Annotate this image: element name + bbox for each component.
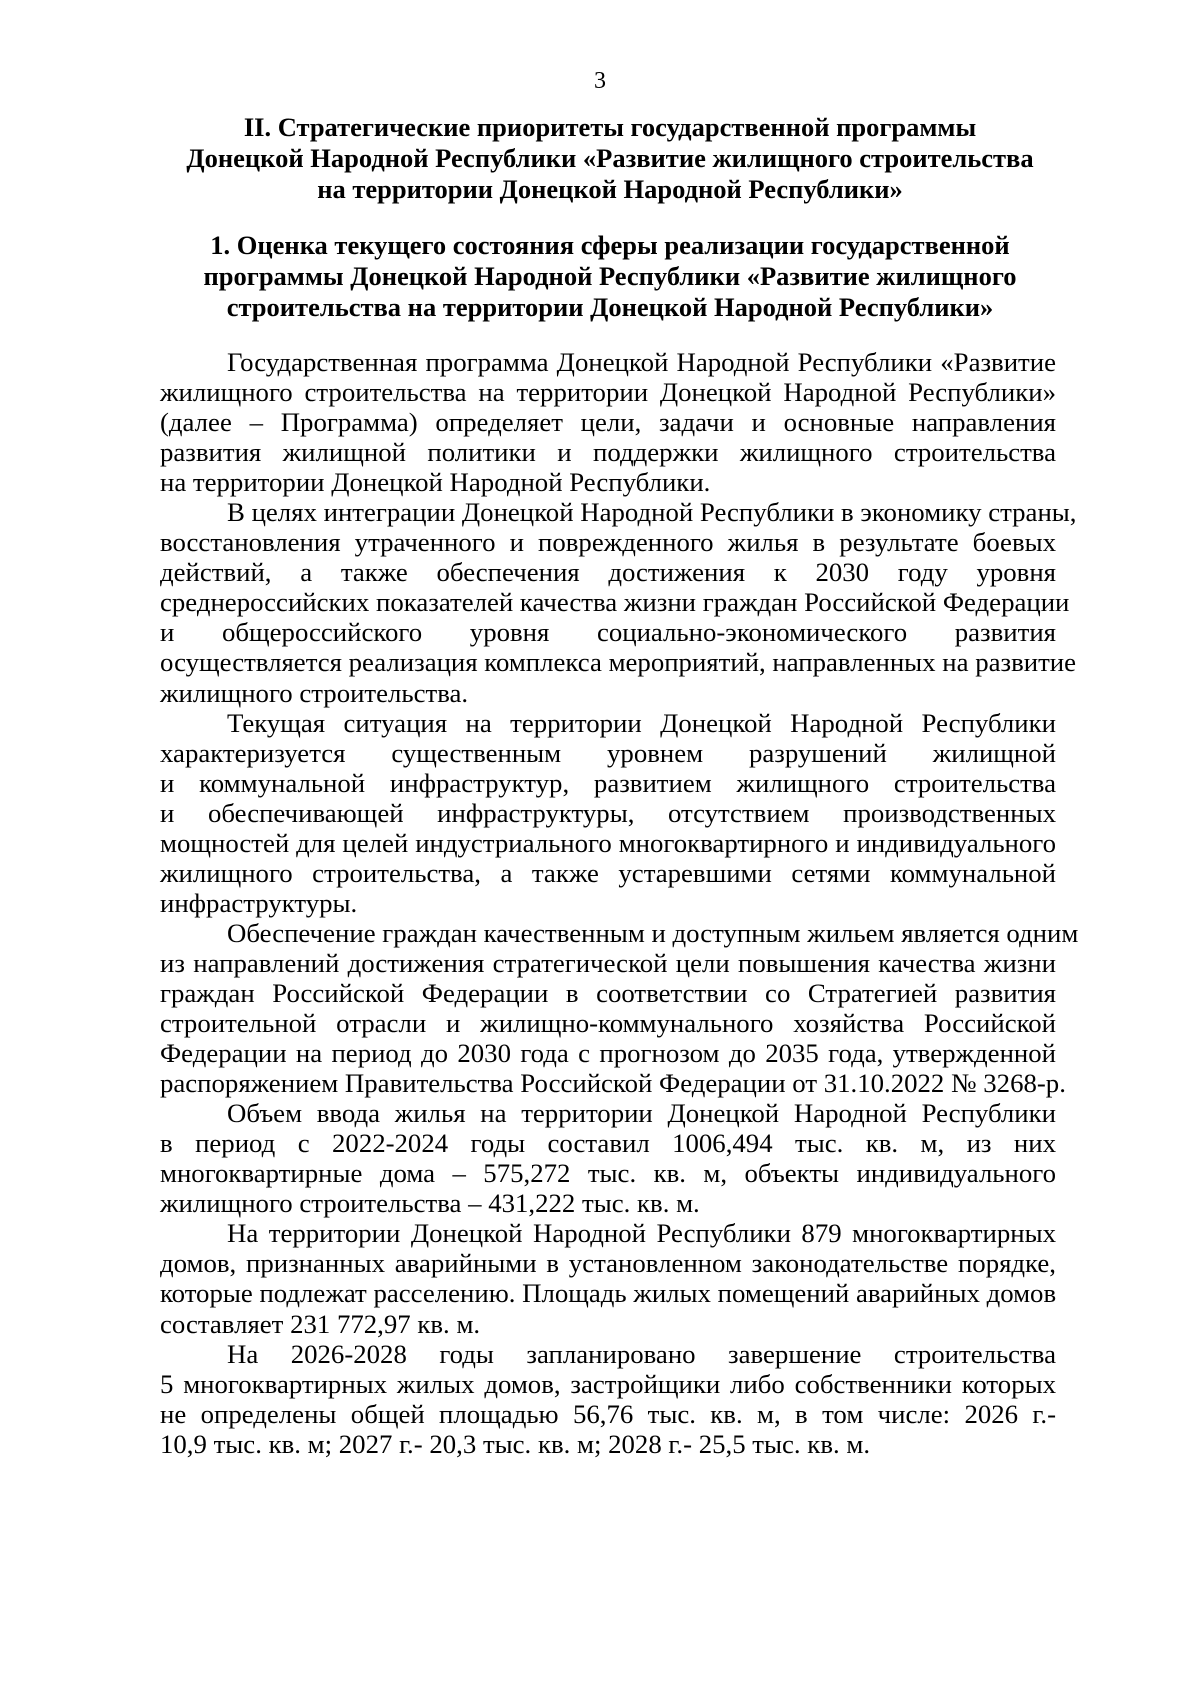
text-line: составляет 231 772,97 кв. м. (160, 1308, 481, 1339)
text-line: (далее – Программа) определяет цели, задачи и основные направления (160, 407, 1056, 438)
body-text (160, 347, 1079, 1459)
paragraph-housing-provision (160, 917, 1079, 1099)
text-line: 10,9 тыс. кв. м; 2027 г.- 20,3 тыс. кв. м; 2028 г.- 25,5 тыс. кв. м. (160, 1428, 871, 1459)
text-line: восстановления утраченного и поврежденного жилья в результате боевых (160, 527, 1056, 558)
text-line: в период с 2022-2024 годы составил 1006,494 тыс. кв. м, из них (160, 1128, 1056, 1159)
text-line: многоквартирные дома – 575,272 тыс. кв. м, объекты индивидуального (160, 1158, 1056, 1189)
text-line: На 2026-2028 годы запланировано завершение строительства (227, 1338, 1056, 1369)
text-line: 5 многоквартирных жилых домов, застройщики либо собственники которых (160, 1368, 1056, 1399)
text-line: На территории Донецкой Народной Республики 879 многоквартирных (227, 1218, 1056, 1249)
text-line: распоряжением Правительства Российской Федерации от 31.10.2022 № 3268-р. (160, 1068, 1066, 1099)
text-line: жилищного строительства. (160, 677, 469, 708)
text-line: и коммунальной инфраструктур, развитием жилищного строительства (160, 767, 1056, 798)
paragraph-emergency-housing (160, 1218, 1056, 1338)
paragraph-current-situation (160, 708, 1056, 918)
section-heading-line: Донецкой Народной Республики «Развитие жилищного строительства (186, 143, 1034, 173)
subsection-heading-line: строительства на территории Донецкой Народной Республики» (226, 292, 994, 322)
text-line: мощностей для целей индустриального многоквартирного и индивидуального (160, 827, 1056, 858)
text-line: жилищного строительства – 431,222 тыс. кв. м. (160, 1188, 700, 1219)
text-line: которые подлежат расселению. Площадь жилых помещений аварийных домов (160, 1278, 1057, 1309)
text-line: Федерации на период до 2030 года с прогнозом до 2035 года, утвержденной (160, 1038, 1056, 1069)
text-line: инфраструктуры. (160, 887, 358, 918)
text-line: Государственная программа Донецкой Народной Республики «Развитие (227, 347, 1056, 377)
text-line: жилищного строительства на территории Донецкой Народной Республики» (160, 377, 1056, 408)
subsection-heading-line: 1. Оценка текущего состояния сферы реализации государственной (210, 230, 1010, 260)
text-line: характеризуется существенным уровнем разрушений жилищной (160, 737, 1056, 768)
text-line: развития жилищной политики и поддержки жилищного строительства (160, 437, 1056, 468)
text-line: действий, а также обеспечения достижения к 2030 году уровня (160, 557, 1056, 588)
text-line: из направлений достижения стратегической цели повышения качества жизни (160, 947, 1056, 978)
text-line: строительной отрасли и жилищно-коммунального хозяйства Российской (160, 1008, 1056, 1039)
text-line: домов, признанных аварийными в установленном законодательстве порядке, (160, 1248, 1056, 1279)
paragraph-housing-volume (160, 1098, 1056, 1218)
text-line: граждан Российской Федерации в соответствии со Стратегией развития (160, 977, 1056, 1008)
text-line: среднероссийских показателей качества жизни граждан Российской Федерации (160, 587, 1070, 618)
paragraph-construction-plan (160, 1339, 1056, 1459)
text-line: на территории Донецкой Народной Республики. (160, 467, 711, 498)
subsection-heading (160, 230, 1060, 323)
section-heading-line: II. Стратегические приоритеты государственной программы (243, 112, 977, 142)
section-heading-line: на территории Донецкой Народной Республики» (317, 174, 903, 204)
text-line: Обеспечение граждан качественным и доступным жильем является одним (227, 917, 1079, 948)
page-number: 3 (594, 68, 606, 94)
text-line: жилищного строительства, а также устаревшими сетями коммунальной (160, 857, 1056, 888)
text-line: В целях интеграции Донецкой Народной Республики в экономику страны, (227, 497, 1077, 528)
text-line: Объем ввода жилья на территории Донецкой Народной Республики (227, 1098, 1056, 1129)
text-line: не определены общей площадью 56,76 тыс. кв. м, в том числе: 2026 г.- (160, 1398, 1056, 1429)
text-line: осуществляется реализация комплекса мероприятий, направленных на развитие (160, 647, 1077, 678)
paragraph-program-definition (160, 347, 1056, 497)
subsection-heading-line: программы Донецкой Народной Республики «Развитие жилищного (203, 261, 1017, 291)
paragraph-integration-goals (160, 497, 1077, 708)
text-line: и общероссийского уровня социально-экономического развития (160, 617, 1056, 648)
text-line: и обеспечивающей инфраструктуры, отсутствием производственных (160, 797, 1056, 828)
text-line: Текущая ситуация на территории Донецкой Народной Республики (227, 707, 1056, 738)
section-heading (160, 112, 1060, 205)
